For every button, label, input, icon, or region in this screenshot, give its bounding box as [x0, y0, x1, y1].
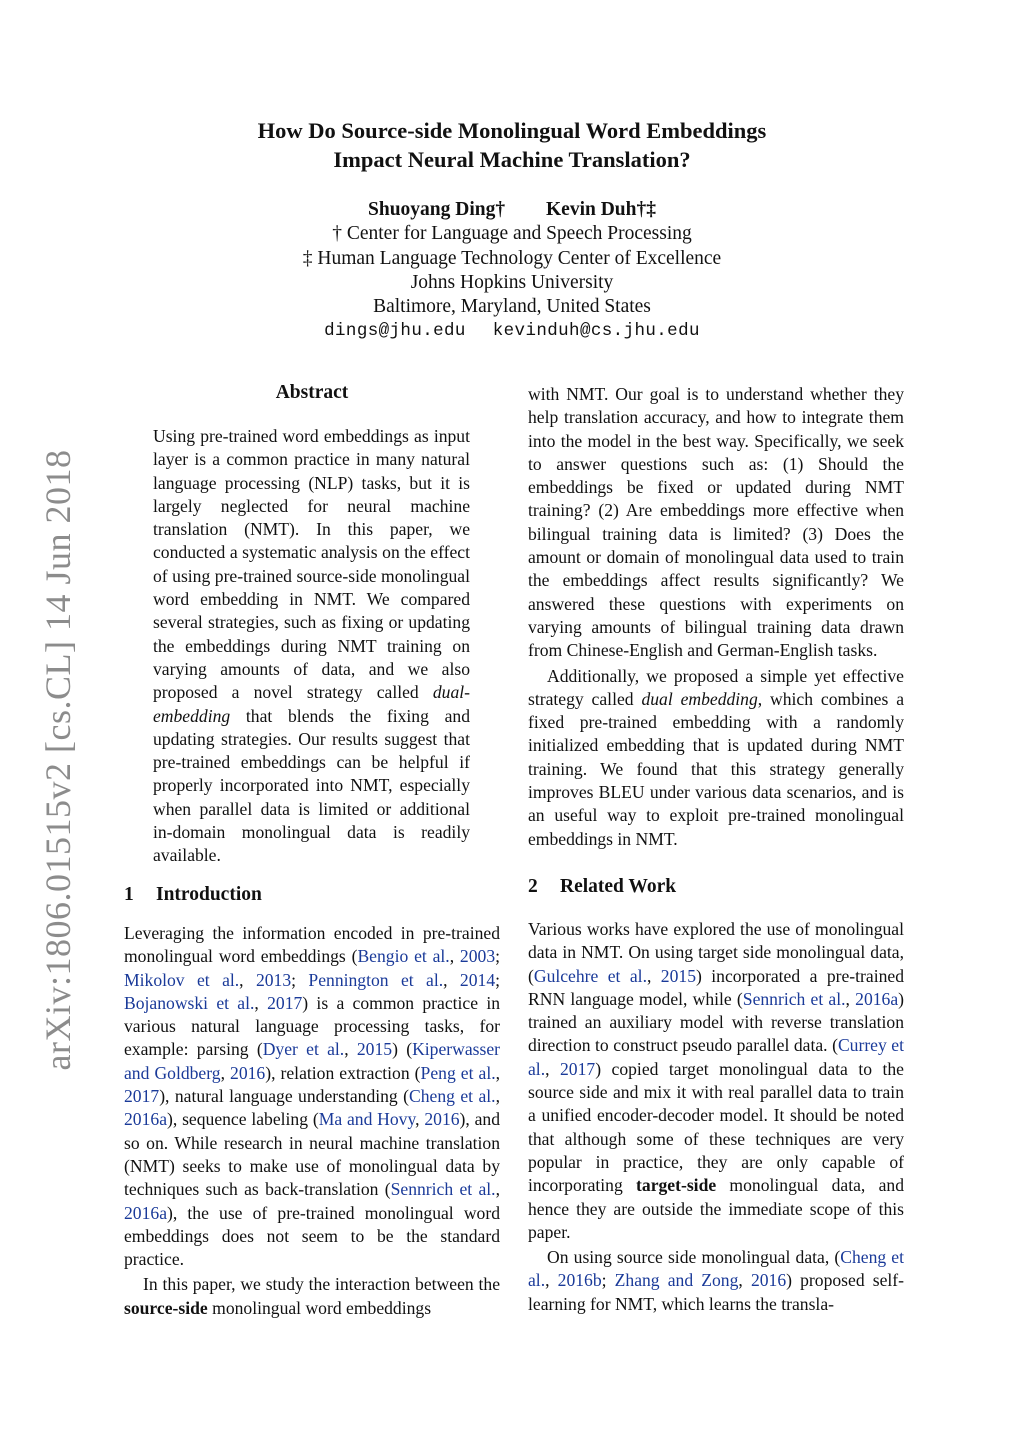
- section-heading-related-work: [528, 876, 676, 898]
- citation-link[interactable]: Zhang and Zong: [614, 1270, 739, 1291]
- introduction-body: [124, 922, 500, 1320]
- email: dings@jhu.edu: [324, 321, 466, 342]
- citation-link[interactable]: 2016a: [855, 988, 899, 1009]
- citation-link[interactable]: 2016a: [124, 1202, 167, 1223]
- title-line-1: How Do Source-side Monolingual Word Embeddings: [257, 118, 767, 143]
- arxiv-identifier: arXiv:1806.01515v2 [cs.CL] 14 Jun 2018: [38, 449, 78, 1071]
- citation-link[interactable]: Bojanowski et al.: [124, 992, 255, 1013]
- section-number: 2: [528, 876, 538, 897]
- citation-link[interactable]: Kiperwasser and Goldberg: [124, 1039, 500, 1083]
- citation-link[interactable]: Bengio et al.: [357, 946, 450, 967]
- citation-link[interactable]: 2016: [230, 1062, 266, 1083]
- citation-link[interactable]: 2016b: [557, 1270, 602, 1291]
- citation-link[interactable]: 2017: [560, 1058, 596, 1079]
- paper-title: [0, 116, 1024, 174]
- affiliation: † Center for Language and Speech Processing: [332, 223, 692, 245]
- paragraph: Leveraging the information encoded in pre-trained monolingual word embeddings (Bengio et al., 2003; Mikolov et al., 2013; Pennington et al., 2014; Bojanowski et al., 2017) is a common practice in various natural language processing tasks, for example: parsing (Dyer et al., 2015) (Kiperwasser and Goldberg, 2016), relation extraction (Peng et al., 2017), natural language understanding (Cheng et al., 2016a), sequence labeling (Ma and Hovy, 2016), and so on. While research in neural machine translation (NMT) seeks to make use of monolingual data by techniques such as back-translation (Sennrich et al., 2016a), the use of pre-trained monolingual word embeddings does not seem to be the standard practice.: [124, 923, 501, 1270]
- citation-link[interactable]: Currey et al.: [528, 1035, 905, 1079]
- section-title: Related Work: [560, 876, 677, 897]
- citation-link[interactable]: Dyer et al.: [262, 1039, 345, 1060]
- citation-link[interactable]: 2017: [267, 992, 303, 1013]
- section-heading-introduction: [124, 884, 262, 906]
- paragraph: On using source side monolingual data, (Cheng et al., 2016b; Zhang and Zong, 2016) proposed self-learning for NMT, which learns the transla-: [528, 1247, 905, 1314]
- bold-term: source-side: [124, 1297, 208, 1318]
- citation-link[interactable]: Gulcehre et al.: [533, 965, 647, 986]
- affiliation: ‡ Human Language Technology Center of Excellence: [302, 247, 722, 269]
- paragraph: In this paper, we study the interaction between the source-side monolingual word embeddings: [124, 1274, 500, 1318]
- author-names: [0, 198, 1024, 222]
- paragraph: Additionally, we proposed a simple yet effective strategy called dual embedding, which combines a fixed pre-trained embedding with a randomly initialized embedding that is updated during NMT training. We found that this strategy generally improves BLEU under various data scenarios, and is an useful way to exploit pre-trained monolingual embeddings in NMT.: [528, 665, 905, 849]
- author-name: Shuoyang Ding†: [368, 199, 506, 220]
- related-work-body: [528, 918, 904, 1316]
- citation-link[interactable]: Mikolov et al.: [124, 969, 240, 990]
- citation-link[interactable]: Sennrich et al.: [390, 1179, 496, 1200]
- citation-link[interactable]: Cheng et al.: [528, 1247, 905, 1291]
- citation-link[interactable]: 2017: [124, 1086, 160, 1107]
- section-title: Introduction: [156, 884, 262, 905]
- university: Johns Hopkins University: [410, 271, 614, 293]
- abstract-heading: Abstract: [275, 382, 349, 403]
- email: kevinduh@cs.jhu.edu: [492, 321, 700, 342]
- bold-term: target-side: [636, 1175, 717, 1196]
- emphasis: dual embedding: [641, 688, 758, 709]
- citation-link[interactable]: 2015: [660, 965, 696, 986]
- citation-link[interactable]: 2014: [459, 969, 496, 990]
- abstract-paragraph: Using pre-trained word embeddings as input layer is a common practice in many natural language processing (NLP) tasks, but it is largely neglected for neural machine translation (NMT). In this paper, we conducted a systematic analysis on the effect of using pre-trained source-side monolingual word embedding in NMT. We compared several strategies, such as fixing or updating the embeddings during NMT training on varying amounts of data, and we also proposed a novel strategy called dual-embedding that blends the fixing and updating strategies. Our results suggest that pre-trained embeddings can be helpful if properly incorporated into NMT, especially when parallel data is limited or additional in-domain monolingual data is readily available.: [153, 426, 470, 866]
- citation-link[interactable]: 2013: [255, 969, 292, 990]
- citation-link[interactable]: Ma and Hovy: [318, 1109, 416, 1130]
- citation-link[interactable]: 2003: [459, 946, 496, 967]
- author-name: Kevin Duh†‡: [546, 199, 656, 220]
- intro-continuation: [528, 383, 904, 851]
- citation-link[interactable]: 2016: [424, 1109, 460, 1130]
- abstract-body: [153, 425, 470, 868]
- citation-link[interactable]: 2015: [356, 1039, 393, 1060]
- author-emails: [0, 319, 1024, 343]
- author-block: [0, 198, 1024, 344]
- citation-link[interactable]: Pennington et al.: [308, 969, 444, 990]
- location: Baltimore, Maryland, United States: [373, 296, 651, 318]
- emphasis: dual-embedding: [153, 682, 470, 726]
- citation-link[interactable]: Peng et al.: [420, 1062, 496, 1083]
- citation-link[interactable]: Cheng et al.: [409, 1086, 496, 1107]
- citation-link[interactable]: 2016a: [124, 1109, 167, 1130]
- paragraph: Various works have explored the use of monolingual data in NMT. On using target side monolingual data, (Gulcehre et al., 2015) incorporated a pre-trained RNN language model, while (Sennrich et al., 2016a) trained an auxiliary model with reverse translation direction to construct pseudo parallel data. (Currey et al., 2017) copied target monolingual data to the source side and mix it with real parallel data to train a unified encoder-decoder model. It should be noted that although some of these techniques are very popular in practice, they are only capable of incorporating target-side monolingual data, and hence they are outside the immediate scope of this paper.: [528, 919, 905, 1242]
- section-number: 1: [124, 884, 134, 905]
- citation-link[interactable]: 2016: [750, 1270, 787, 1291]
- citation-link[interactable]: Sennrich et al.: [742, 988, 846, 1009]
- paragraph: with NMT. Our goal is to understand whether they help translation accuracy, and how to integrate them into the model in the best way. Specifically, we seek to answer questions such as: (1) Should the embeddings be fixed or updated during NMT training? (2) Are embeddings more effective when bilingual training data is limited? (3) Does the amount or domain of monolingual data used to train the embeddings affect results significantly? We answered these questions with experiments on varying amounts of bilingual training data drawn from Chinese-English and German-English tasks.: [528, 384, 904, 661]
- title-line-2: Impact Neural Machine Translation?: [333, 147, 691, 172]
